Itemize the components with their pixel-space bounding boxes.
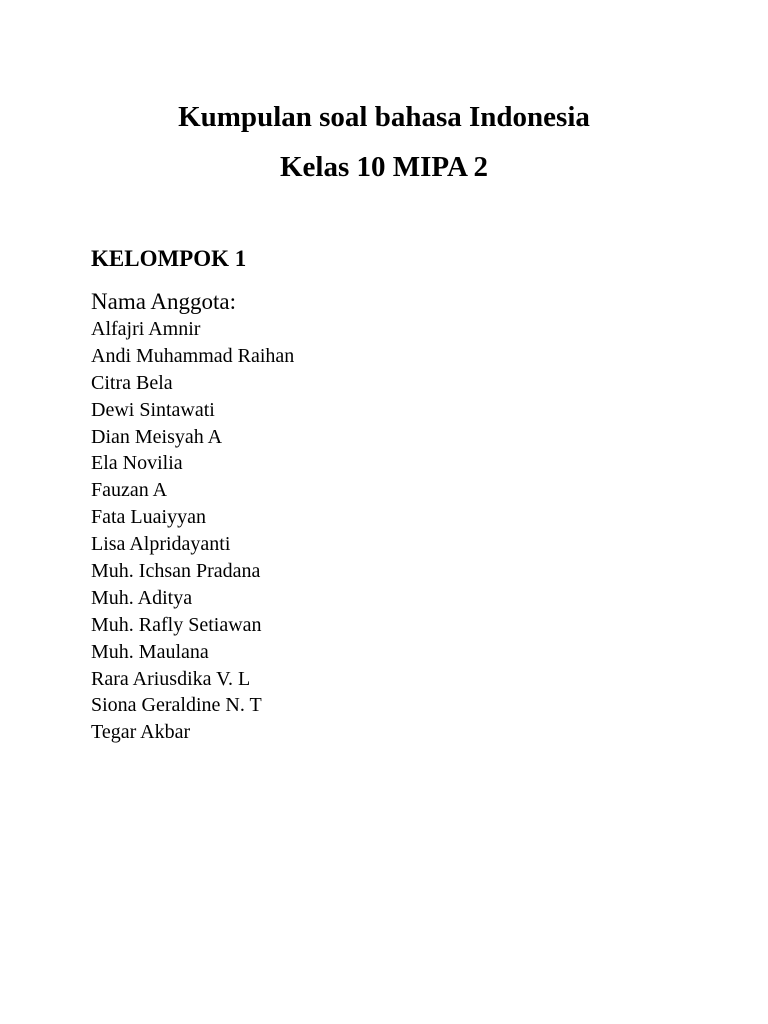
- group-heading: KELOMPOK 1: [91, 246, 247, 271]
- member-name: Tegar Akbar: [91, 721, 191, 744]
- member-name: Muh. Rafly Setiawan: [91, 613, 262, 636]
- member-name: Muh. Aditya: [91, 586, 193, 609]
- document-title: Kumpulan soal bahasa Indonesia: [178, 101, 590, 133]
- member-name: Ela Novilia: [91, 452, 183, 475]
- member-name: Siona Geraldine N. T: [91, 694, 262, 717]
- member-name: Muh. Maulana: [91, 640, 209, 663]
- member-name: Dian Meisyah A: [91, 425, 223, 448]
- member-name: Fata Luaiyyan: [91, 506, 206, 529]
- member-name: Andi Muhammad Raihan: [91, 344, 295, 367]
- member-name: Lisa Alpridayanti: [91, 533, 231, 556]
- member-name: Fauzan A: [91, 479, 168, 502]
- member-name: Muh. Ichsan Pradana: [91, 560, 261, 583]
- member-name: Dewi Sintawati: [91, 398, 215, 421]
- members-list: [91, 316, 294, 746]
- member-name: Rara Ariusdika V. L: [91, 667, 251, 690]
- member-name: Citra Bela: [91, 371, 173, 394]
- member-name: Alfajri Amnir: [91, 318, 201, 340]
- document-subtitle-class: Kelas 10 MIPA 2: [279, 151, 489, 183]
- members-label: Nama Anggota:: [91, 289, 236, 314]
